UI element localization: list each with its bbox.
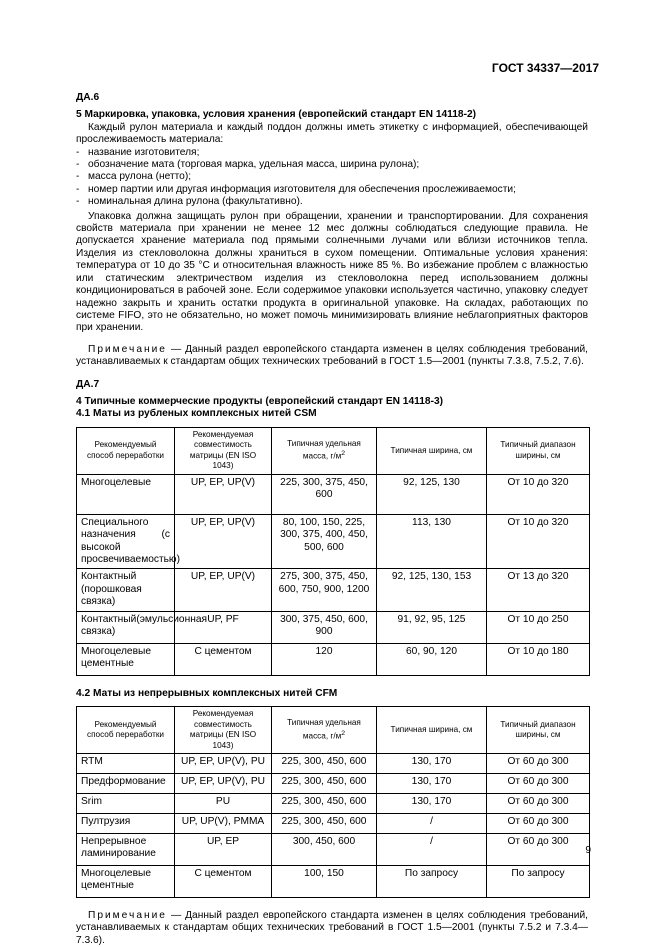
column-header: Типичная ширина, см: [377, 427, 487, 474]
table-cell: 91, 92, 95, 125: [377, 611, 487, 643]
table-cell: 100, 150: [272, 866, 377, 898]
note-da6: [76, 344, 588, 369]
table-row: [77, 834, 590, 866]
table-cell: 80, 100, 150, 225, 300, 375, 400, 450, 500, 600: [272, 514, 377, 569]
column-header: Рекомендуемая совместимость матрицы (EN ISO 1043): [175, 427, 272, 474]
table-cell: UP, EP, UP(V), PU: [175, 774, 272, 794]
column-header: Рекомендуемый способ переработки: [77, 427, 175, 474]
table-cell: С цементом: [175, 866, 272, 898]
section-id-da7: ДА.7: [76, 378, 100, 390]
table-cell: RTM: [77, 754, 175, 774]
table-cell: От 10 до 180: [487, 643, 590, 675]
table-cell: От 60 до 300: [487, 754, 590, 774]
paragraph-labeling: Каждый рулон материала и каждый поддон должны иметь этикетку с информацией, обеспечивающей прослеживаемость материала:: [76, 121, 588, 146]
table-header-row: [77, 707, 590, 754]
table-cell: UP, EP, UP(V): [175, 474, 272, 514]
table-cell: 300, 450, 600: [272, 834, 377, 866]
table-cell: 92, 125, 130: [377, 474, 487, 514]
table-cell: 300, 375, 450, 600, 900: [272, 611, 377, 643]
table-cell: /: [377, 814, 487, 834]
note-da7: [76, 910, 588, 947]
table-cell: От 13 до 320: [487, 569, 590, 611]
table-cell: Многоцелевые: [77, 474, 175, 514]
note-text: — Данный раздел европейского стандарта изменен в целях соблюдения требований, устанавливаемых к стандартам общих технических требований в ГОСТ 1.5—2001 (пункты 7.3.8, 7.5.2, 7.6).: [76, 343, 588, 368]
note-label: Примечание: [88, 910, 167, 921]
table-cell: 225, 300, 450, 600: [272, 814, 377, 834]
table-cell: Многоцелевые цементные: [77, 643, 175, 675]
table-cell: От 10 до 250: [487, 611, 590, 643]
table-row: [77, 474, 590, 514]
table-cell: 225, 300, 375, 450, 600: [272, 474, 377, 514]
page-content: [76, 92, 588, 947]
table-cell: UP, EP: [175, 834, 272, 866]
table-cell: PU: [175, 794, 272, 814]
table-row: [77, 794, 590, 814]
table-cell: 113, 130: [377, 514, 487, 569]
table-cell: 225, 300, 450, 600: [272, 754, 377, 774]
table-cell: 130, 170: [377, 754, 487, 774]
table-cell: 130, 170: [377, 794, 487, 814]
column-header: Рекомендуемый способ переработки: [77, 707, 175, 754]
column-header: Типичный диапазон ширины, см: [487, 707, 590, 754]
table-cell: Непрерывное ламинирование: [77, 834, 175, 866]
table-cell: 60, 90, 120: [377, 643, 487, 675]
table-cell: Контактный(эмульсионная связка): [77, 611, 175, 643]
table-header-row: [77, 427, 590, 474]
table-cell: 92, 125, 130, 153: [377, 569, 487, 611]
document-code: ГОСТ 34337—2017: [491, 61, 599, 75]
column-header: Типичный диапазон ширины, см: [487, 427, 590, 474]
table-row: [77, 611, 590, 643]
table-cell: Пултрузия: [77, 814, 175, 834]
cfm-table: [76, 706, 590, 898]
table-cell: Srim: [77, 794, 175, 814]
table-cell: 130, 170: [377, 774, 487, 794]
table-cell: От 10 до 320: [487, 514, 590, 569]
table-cell: UP, EP, UP(V): [175, 514, 272, 569]
table-row: [77, 774, 590, 794]
table-row: [77, 754, 590, 774]
csm-table: [76, 427, 590, 676]
table-cell: UP, UP(V), PMMA: [175, 814, 272, 834]
table-cell: По запросу: [377, 866, 487, 898]
label-info-list: [76, 147, 588, 209]
table-cell: Многоцелевые цементные: [77, 866, 175, 898]
table-cell: По запросу: [487, 866, 590, 898]
list-item: - номинальная длина рулона (факультативно).: [76, 196, 588, 208]
table-row: [77, 514, 590, 569]
table-cell: От 60 до 300: [487, 814, 590, 834]
note-label: Примечание: [88, 343, 167, 355]
table-cell: Предформование: [77, 774, 175, 794]
table-row: [77, 814, 590, 834]
table-cell: С цементом: [175, 643, 272, 675]
section-title-da7: 4 Типичные коммерческие продукты (европейский стандарт EN 14118-3): [76, 395, 444, 407]
table-cell: 275, 300, 375, 450, 600, 750, 900, 1200: [272, 569, 377, 611]
table-cell: От 60 до 300: [487, 774, 590, 794]
table-row: [77, 569, 590, 611]
section-title-da6: 5 Маркировка, упаковка, условия хранения (европейский стандарт EN 14118-2): [76, 109, 477, 121]
subsection-title-cfm: 4.2 Маты из непрерывных комплексных нитей CFM: [76, 687, 338, 699]
section-id-da6: ДА.6: [76, 92, 100, 103]
table-cell: /: [377, 834, 487, 866]
table-cell: От 60 до 300: [487, 834, 590, 866]
list-item: - название изготовителя;: [76, 147, 588, 159]
note-text: — Данный раздел европейского стандарта изменен в целях соблюдения требований, устанавливаемых к стандартам общих технических требований в ГОСТ 1.5—2001 (пункты 7.5.2 и 7.3.4—7.3.6).: [76, 910, 588, 946]
table-cell: 120: [272, 643, 377, 675]
subsection-title-csm: 4.1 Маты из рубленых комплексных нитей CSM: [76, 408, 317, 420]
column-header: Рекомендуемая совместимость матрицы (EN ISO 1043): [175, 707, 272, 754]
column-header: Типичная удельная масса, $г/м^2$: [272, 427, 377, 474]
table-cell: Контактный (порошковая связка): [77, 569, 175, 611]
column-header: Типичная ширина, см: [377, 707, 487, 754]
list-item: - масса рулона (нетто);: [76, 171, 588, 183]
column-header: Типичная удельная масса, $г/м^2$: [272, 707, 377, 754]
table-cell: 225, 300, 450, 600: [272, 774, 377, 794]
list-item: - номер партии или другая информация изготовителя для обеспечения прослеживаемости;: [76, 184, 588, 196]
table-cell: От 10 до 320: [487, 474, 590, 514]
table-row: [77, 866, 590, 898]
table-cell: UP, PF: [175, 611, 272, 643]
paragraph-packaging: Упаковка должна защищать рулон при обращении, хранении и транспортировании. Для сохранения свойств материала при хранении не менее 12 мес должны соблюдаться следующие правила. Не допускается хранение материала под прямыми солнечными лучами или вблизи источников тепла. Изделия из стекловолокна должны храниться в сухом помещении. Оптимальные условия хранения: температура от 10 до 35 °С и относительная влажность ниже 85 %. Во избежание проблем с влажностью или статическим электричеством изделия из стекловолокна перед использованием должны кондиционироваться в рабочей зоне. Если содержимое упаковки используется частично, упаковку следует надежно закрыть и хранить остатки продукта в оригинальной упаковке. На складах, работающих по системе FIFO, это не обязательно, но может помочь минимизировать влияние неблагоприятных факторов при хранении.: [76, 210, 588, 334]
list-item: - обозначение мата (торговая марка, удельная масса, ширина рулона);: [76, 159, 588, 171]
table-cell: UP, EP, UP(V), PU: [175, 754, 272, 774]
table-cell: От 60 до 300: [487, 794, 590, 814]
table-row: [77, 643, 590, 675]
table-cell: Специального назначения (с высокой просвечиваемостью): [77, 514, 175, 569]
table-cell: 225, 300, 450, 600: [272, 794, 377, 814]
table-cell: UP, EP, UP(V): [175, 569, 272, 611]
page-number: 9: [585, 845, 591, 856]
